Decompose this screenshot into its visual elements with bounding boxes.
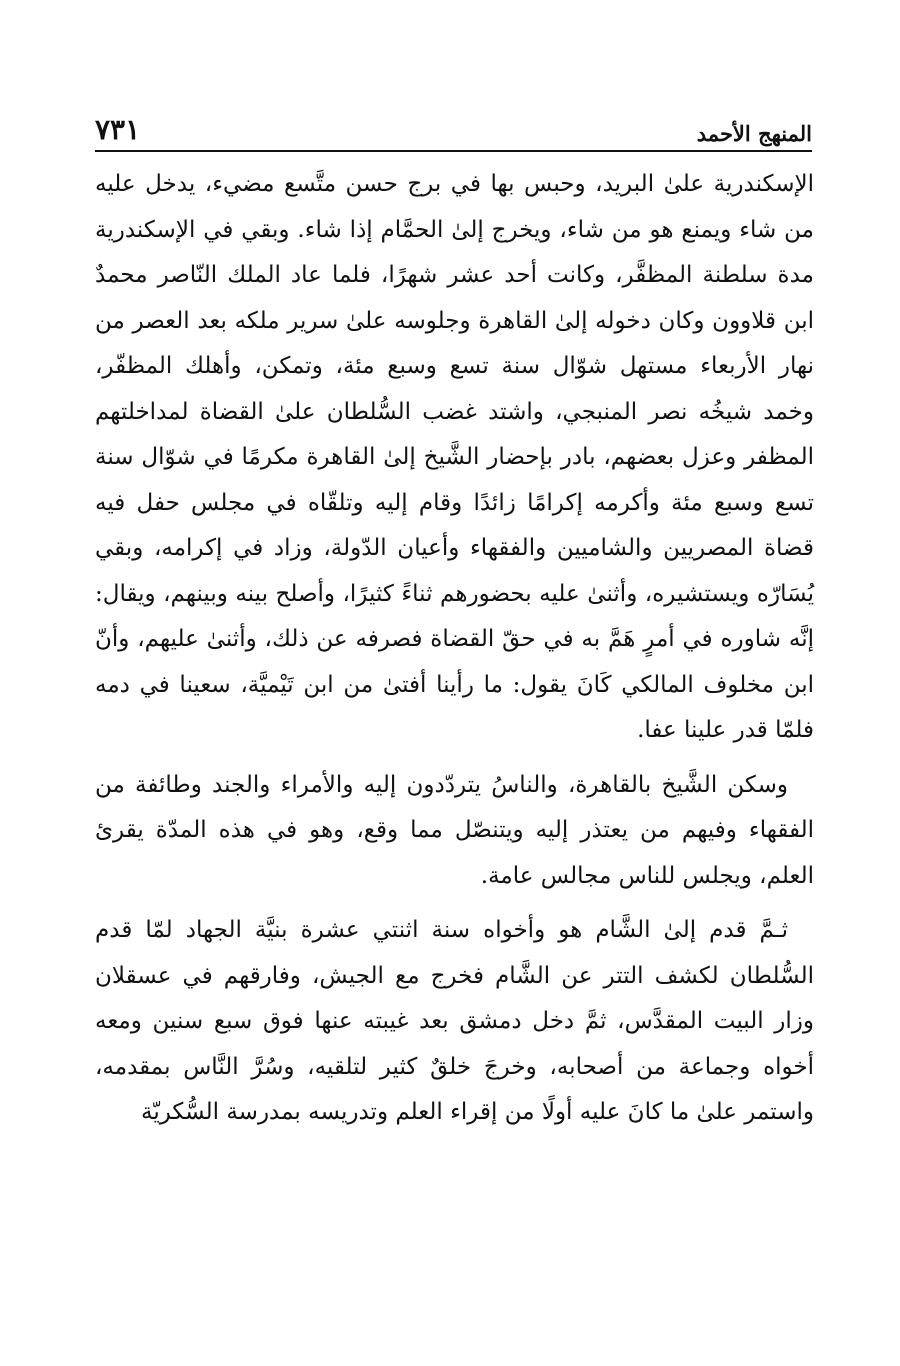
paragraph: الإسكندرية علىٰ البريد، وحبس بها في برج حسن متَّسع مضيء، يدخل عليه من شاء ويمنع هو من شاء، ويخرج إلىٰ الحمَّام إذا شاء. وبقي في الإسكندرية مدة سلطنة المظفَّر، وكانت أحد عشر شهرًا، فلما عاد الملك النّاصر محمدٌ ابن قلاوون وكان دخوله إلىٰ القاهرة وجلوسه علىٰ سرير ملكه بعد العصر من نهار الأربعاء مستهل شوّال سنة تسع وسبع مئة، وتمكن، وأهلك المظفّر، وخمد شيخُه نصر المنبجي، واشتد غضب السُّلطان علىٰ القضاة لمداخلتهم المظفر وعزل بعضهم، بادر بإحضار الشَّيخ إلىٰ القاهرة مكرمًا في شوّال سنة تسع وسبع مئة وأكرمه إكرامًا زائدًا وقام إليه وتلقّاه في مجلس حفل فيه قضاة المصريين والشاميين والفقهاء وأعيان الدّولة، وزاد في إكرامه، وبقي يُسَارّه ويستشيره، وأثنىٰ عليه بحضورهم ثناءً كثيرًا، وأصلح بينه وبينهم، ويقال: إنَّه شاوره في أمرٍ هَمَّ به في حقّ القضاة فصرفه عن ذلك، وأثنىٰ عليهم، وأنّ ابن مخلوف المالكي كَانَ يقول: ما رأينا أفتىٰ من ابن تَيْميَّة، سعينا في دمه فلمّا قدر علينا عفا. (95, 171, 814, 743)
paragraph: ثـمَّ قدم إلىٰ الشَّام هو وأخواه سنة اثنتي عشرة بنيَّة الجهاد لمّا قدم السُّلطان لكشف التتر عن الشَّام فخرج مع الجيش، وفارقهم في عسقلان وزار البيت المقدَّس، ثمَّ دخل دمشق بعد غيبته عنها فوق سبع سنين ومعه أخواه وجماعة من أصحابه، وخرجَ خلقٌ كثير لتلقيه، وسُرَّ النَّاس بمقدمه، واستمر علىٰ ما كانَ عليه أولًا من إقراء العلم وتدريسه بمدرسة السُّكريّة (95, 917, 814, 1125)
page-number: ٧٣١ (95, 113, 141, 146)
running-title: المنهج الأحمد (696, 121, 812, 146)
body-text (95, 162, 814, 1136)
paragraph: وسكن الشَّيخ بالقاهرة، والناسُ يتردّدون إليه والأمراء والجند وطائفة من الفقهاء وفيهم من يعتذر إليه ويتنصّل مما وقع، وهو في هذه المدّة يقرئ العلم، ويجلس للناس مجالس عامة. (95, 771, 814, 889)
page-header (95, 104, 812, 152)
